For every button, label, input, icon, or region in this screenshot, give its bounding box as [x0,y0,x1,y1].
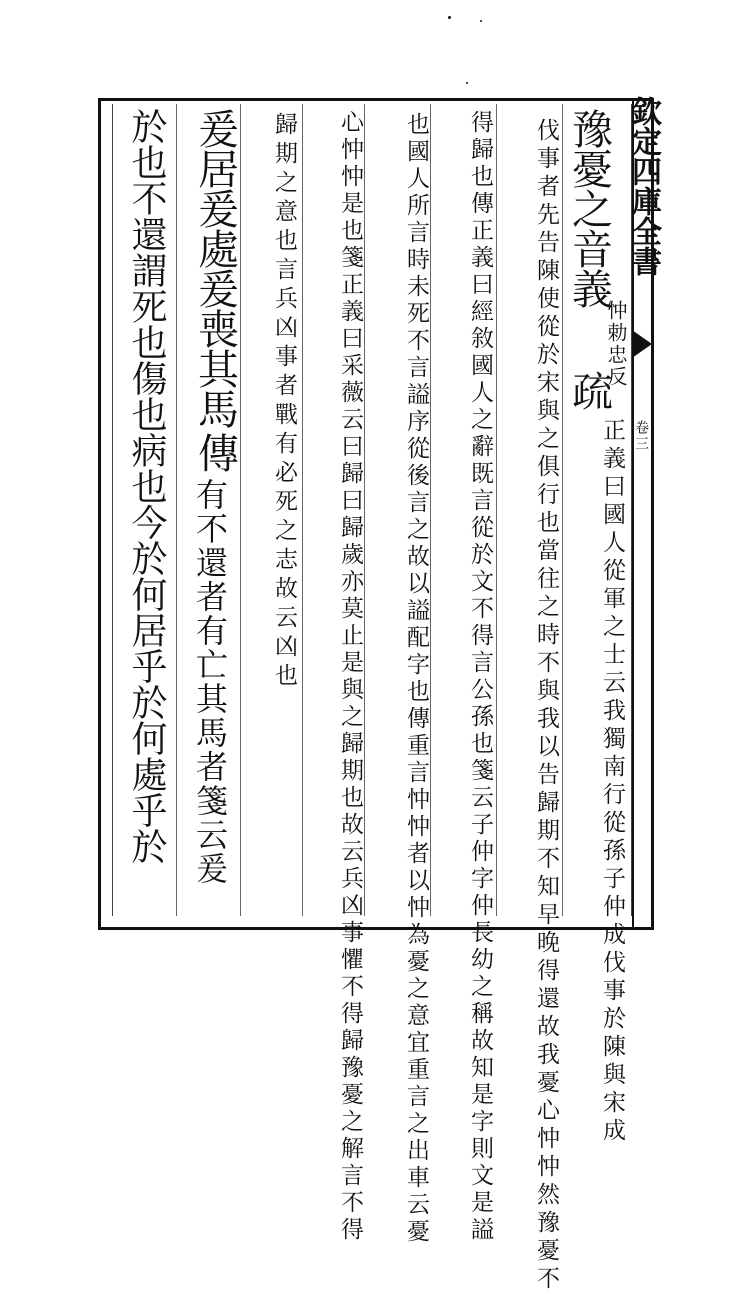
fishtail-mark [632,330,652,358]
commentary-text: 正義曰國人從軍之士云我獨南行從孫子仲成伐事於陳與宋成 [599,418,625,1146]
commentary-marker: 傳 [191,432,239,472]
juan-label: 卷三 [633,420,649,452]
commentary-text: 也國人所言時未死不言謚序從後言之故以謚配字也傳重言忡忡者以忡為憂之意宜重言之出車云憂 [403,112,429,1246]
column-rule [496,104,497,916]
book-title: 欽定四庫全書 [626,96,661,276]
entry-heading: 豫憂之音義 [565,108,613,308]
column-rule [302,104,303,916]
column-rule [430,104,431,916]
pronunciation-note: 忡勅忠反 [604,300,628,388]
commentary-text: 歸期之意也言兵凶事者戰有必死之志故云凶也 [271,112,297,692]
commentary-text: 於也不還謂死也傷也病也今於何居乎於何處乎於 [126,108,167,864]
column-rule [364,104,365,916]
commentary-text: 伐事者先告陳使從於宋與之俱行也當往之時不與我以告歸期不知早晚得還故我憂心忡忡然豫憂不 [533,118,559,1294]
commentary-marker: 疏 [565,370,613,410]
main-text: 爰居爰處爰喪其馬 [191,108,239,428]
commentary-text: 有不還者有亡其馬者箋云爰 [191,478,229,886]
commentary-text: 心忡忡是也箋正義曰采薇云曰歸曰歸歲亦莫止是與之歸期也故云兵凶事懼不得歸豫憂之解言不得 [337,110,363,1244]
scan-speck [448,16,451,19]
scan-speck [480,20,482,22]
scan-speck [466,82,468,84]
commentary-text: 得歸也傳正義曰經敘國人之辭既言從於文不得言公孫也箋云子仲字仲長幼之稱故知是字則文是謚 [467,110,493,1244]
column-rule [562,104,563,916]
column-rule [176,104,177,916]
column-rule [240,104,241,916]
